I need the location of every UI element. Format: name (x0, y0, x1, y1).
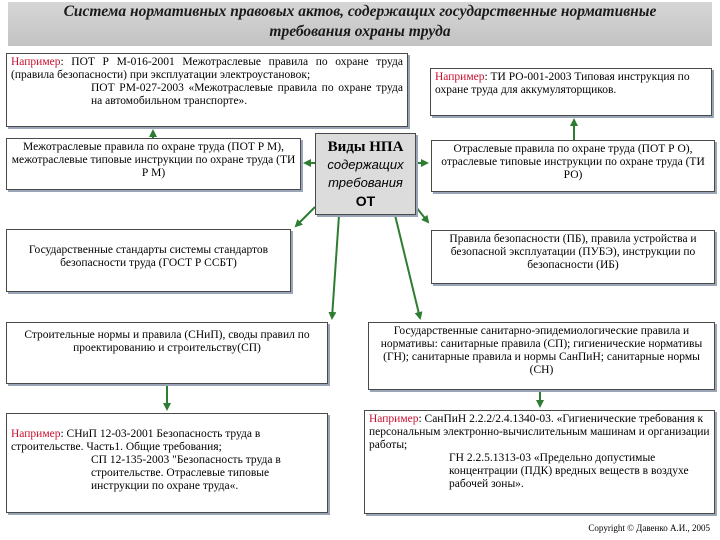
safety-rules-box: Правила безопасности (ПБ), правила устройства и безопасной эксплуатации (ПУБЭ), инструкции по безопасности (ИБ) (431, 230, 715, 284)
example-label: Например (369, 413, 419, 425)
example-text: : ТИ РО-001-2003 Типовая инструкция по охране труда для аккумуляторщиков. (435, 71, 690, 96)
center-ot: ОТ (355, 193, 376, 209)
arrow-to-safety-rules (416, 207, 428, 222)
building-codes-box: Строительные нормы и правила (СНиП), своды правил по проектированию и строительству(СП) (6, 322, 328, 384)
example-box-sanpin (364, 410, 715, 514)
example-text-line2: ГН 2.2.5.1313-03 «Предельно допустимые концентрации (ПДК) вредных веществ в воздухе рабочей зоны». (449, 452, 689, 490)
example-label: Например (11, 428, 61, 440)
intersectoral-rules-box: Межотраслевые правила по охране труда (ПОТ Р М), межотраслевые типовые инструкции по охране труда (ТИ Р М) (6, 138, 301, 190)
gost-standards-box: Государственные стандарты системы стандартов безопасности труда (ГОСТ Р ССБТ) (6, 229, 291, 292)
example-box-pot-rm (6, 53, 408, 127)
center-title: Виды НПА (327, 139, 404, 155)
center-body: содержащих требования (327, 157, 404, 190)
example-text-line1: : СанПиН 2.2.2/2.4.1340-03. «Гигиенические требования к персональным электронно-вычислительным машинам и организации работы; (369, 413, 710, 451)
arrow-to-sanitary (395, 215, 420, 318)
arrow-to-gost (296, 207, 315, 226)
example-label: Например (435, 71, 485, 83)
sectoral-rules-box: Отраслевые правила по охране труда (ПОТ Р О), отраслевые типовые инструкции по охране труда (ТИ РО) (431, 140, 715, 192)
example-box-snip (6, 413, 328, 513)
example-text-line1: : ПОТ Р М-016-2001 Межотраслевые правила по охране труда (правила безопасности) при эксплуатации электроустановок; (11, 56, 403, 81)
sanitary-rules-box: Государственные санитарно-эпидемиологические правила и нормативы: санитарные правила (СП); гигиенические нормативы (ГН); санитарные правила и нормы СанПиН; санитарные нормы (СН) (368, 322, 715, 390)
example-text-line1: : СНиП 12-03-2001 Безопасность труда в строительстве. Часть1. Общие требования; (11, 428, 261, 453)
example-text-line2: СП 12-135-2003 "Безопасность труда в строительстве. Отраслевые типовые инструкции по охране труда«. (91, 454, 281, 492)
example-text-line2: ПОТ РМ-027-2003 «Межотраслевые правила по охране труда на автомобильном транспорте». (91, 82, 403, 107)
copyright-notice: Copyright © Давенко А.И., 2005 (588, 523, 710, 533)
arrow-to-snip (332, 215, 339, 318)
page-title-line2: требования охраны труда (269, 23, 451, 40)
page-title-line1: Система нормативных правовых актов, содержащих государственные нормативные (63, 3, 657, 20)
example-label: Например (11, 56, 61, 68)
npa-types-center-box (315, 133, 416, 215)
example-box-ti-ro (430, 68, 712, 116)
